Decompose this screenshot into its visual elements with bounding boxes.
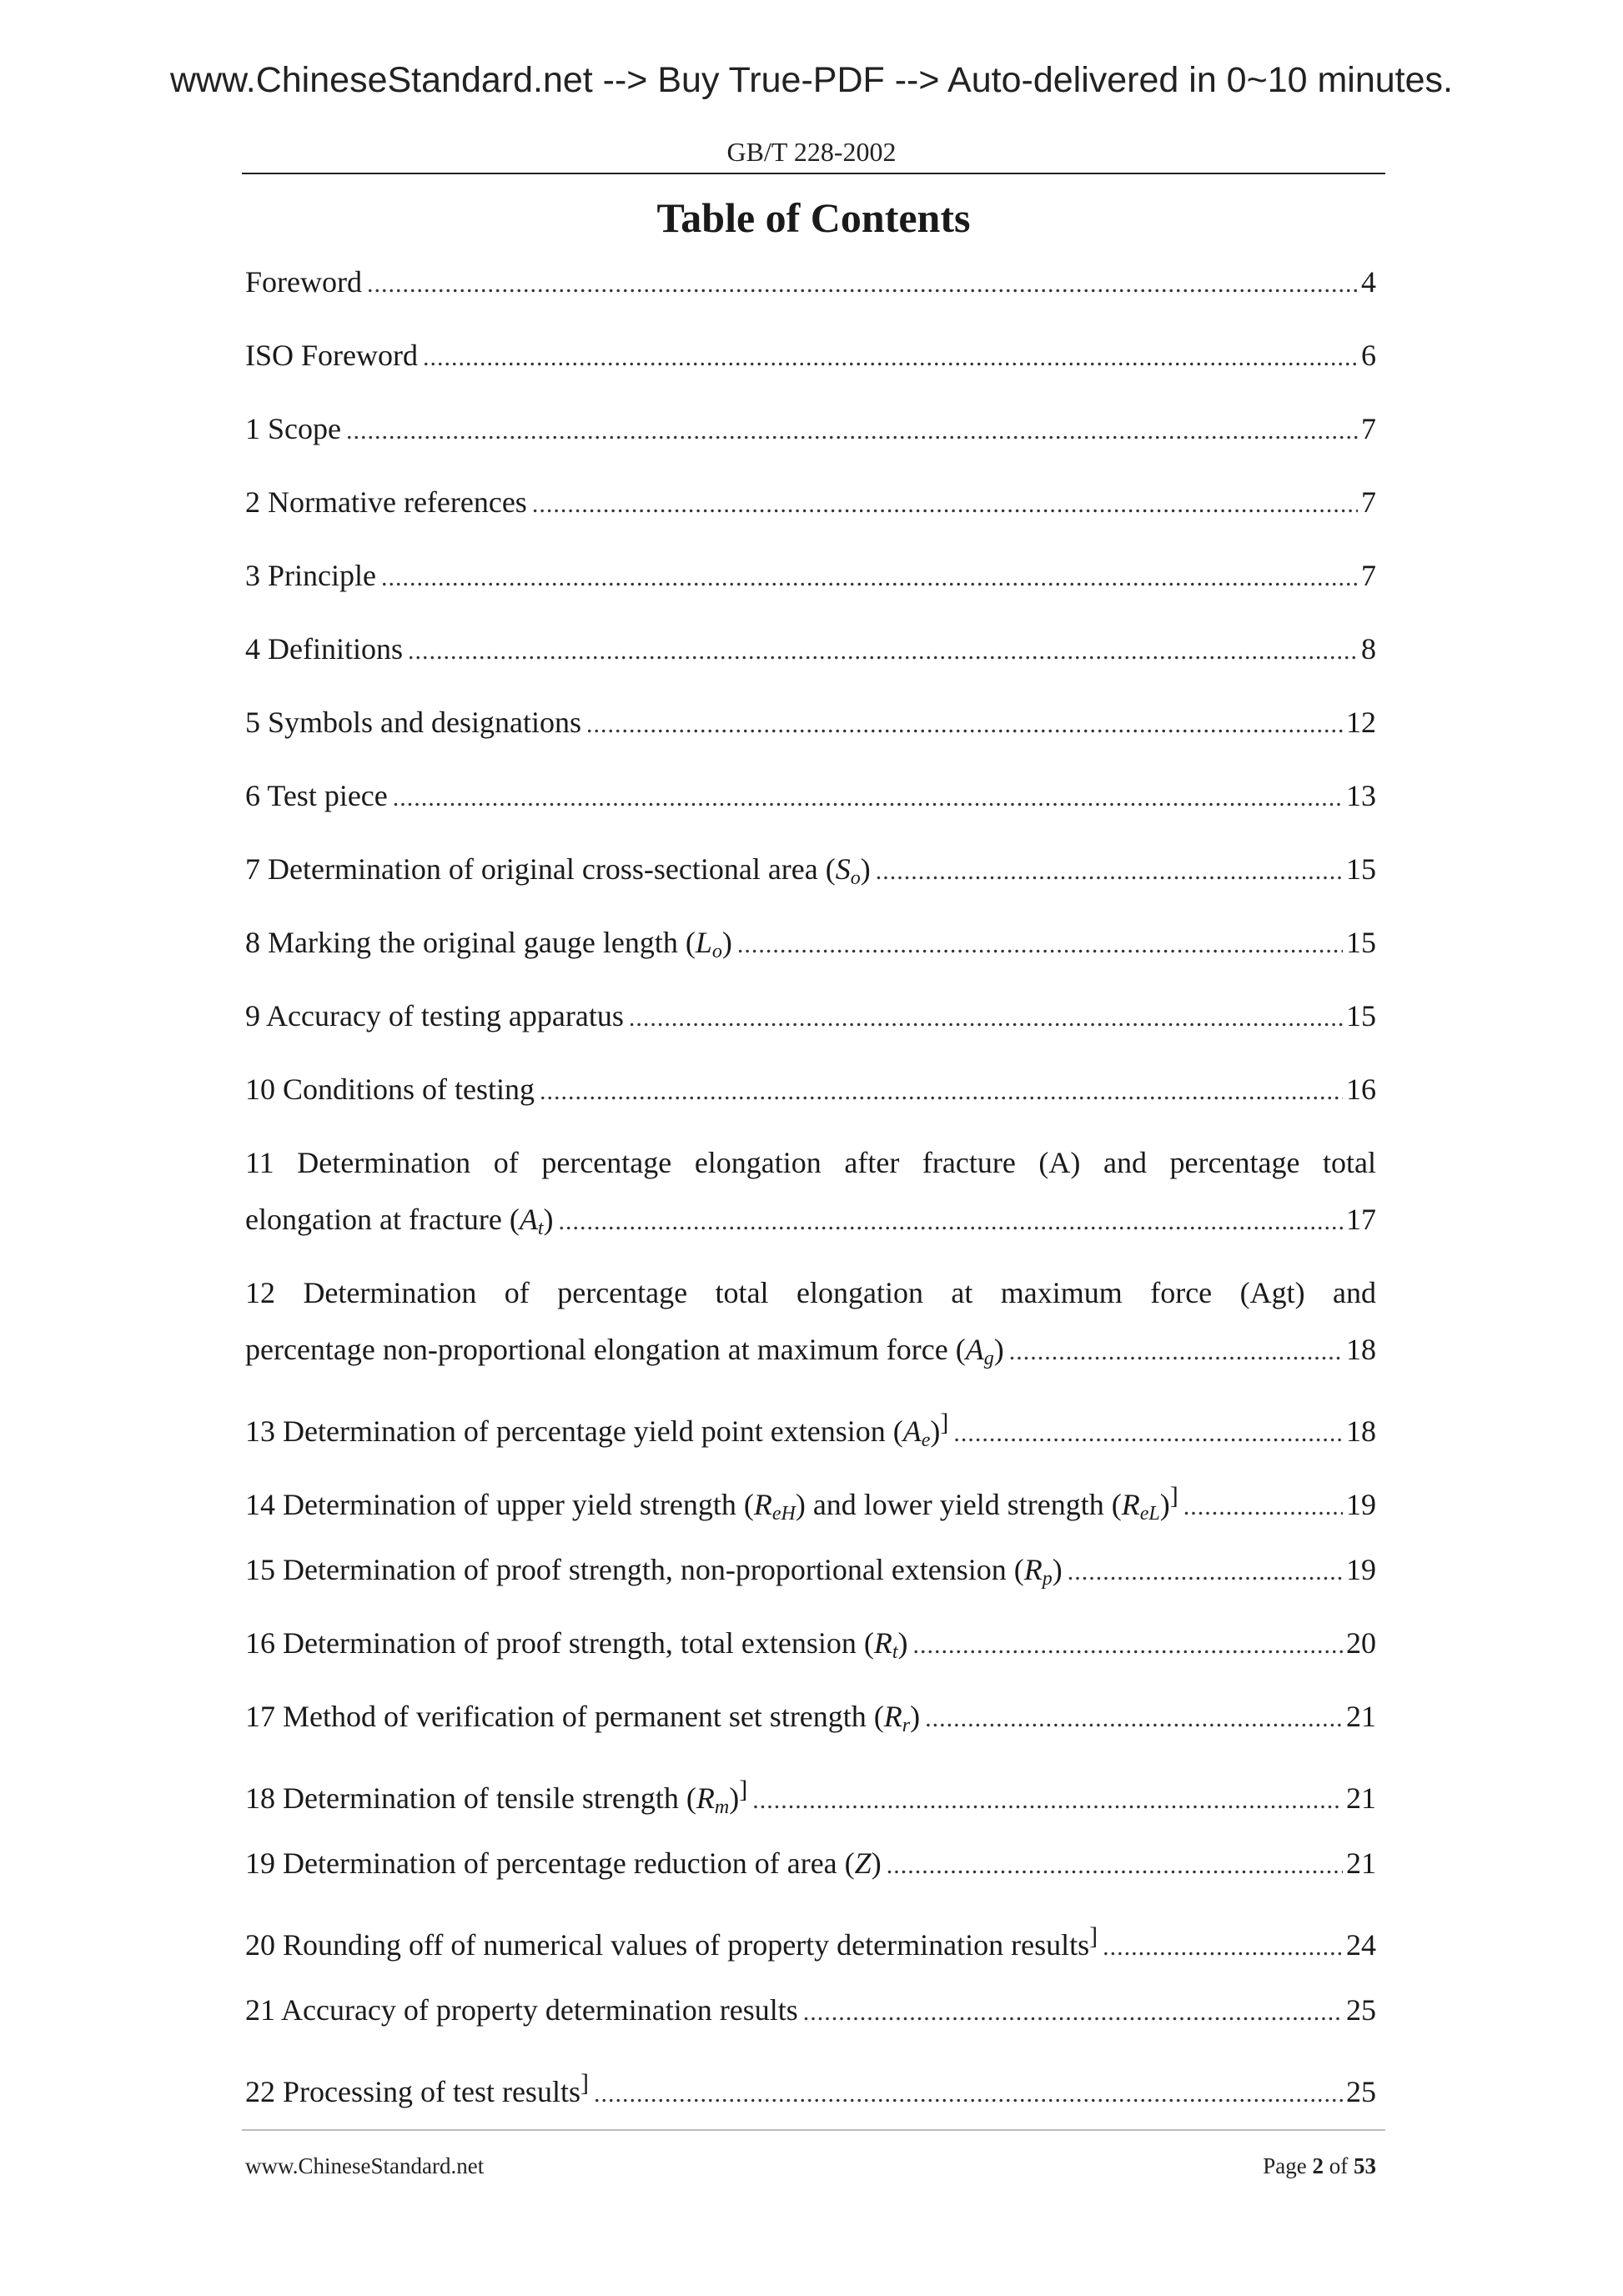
- toc-entry-title: 10 Conditions of testing: [245, 1073, 535, 1106]
- dot-leader: [887, 1849, 1343, 1882]
- toc-entry-accuracy-of-testing-apparatus[interactable]: [245, 999, 1376, 1035]
- toc-entry-tensile-strength[interactable]: [245, 1773, 1376, 1817]
- toc-entry-title: 22 Processing of test results]: [245, 2069, 589, 2108]
- toc-page-number: 17: [1346, 1203, 1376, 1236]
- toc-page-number: 24: [1346, 1928, 1376, 1962]
- toc-entry-title: percentage non-proportional elongation at maximum force $(A_g)$: [245, 1333, 1004, 1369]
- toc-entry-title: 2 Normative references: [245, 485, 527, 519]
- dot-leader: [1068, 1555, 1343, 1589]
- toc-page-number: 21: [1346, 1781, 1376, 1815]
- toc-entry-principle[interactable]: [245, 559, 1376, 595]
- toc-entry-title-line1: 11 Determination of percentage elongation after fracture (A) and percentage total: [245, 1146, 1376, 1179]
- toc-entry-title: 1 Scope: [245, 412, 341, 445]
- toc-entry-title: 13 Determination of percentage yield point extension $(A_e)^]$: [245, 1409, 949, 1451]
- toc-entry-title: elongation at fracture $(A_t)$: [245, 1203, 554, 1239]
- toc-entry-title: 4 Definitions: [245, 632, 403, 666]
- dot-leader: [408, 635, 1358, 668]
- toc-entry-test-piece[interactable]: [245, 779, 1376, 815]
- toc-entry-processing-of-test-results[interactable]: [245, 2067, 1376, 2111]
- toc-entry-accuracy-of-property-results[interactable]: [245, 1993, 1376, 2029]
- toc-entry-yield-point-extension[interactable]: [245, 1406, 1376, 1450]
- toc-entry-conditions-of-testing[interactable]: [245, 1073, 1376, 1108]
- dot-leader: [540, 1075, 1343, 1108]
- toc-entry-title: 6 Test piece: [245, 779, 388, 812]
- dot-leader: [925, 1702, 1343, 1736]
- toc-entry-title: 15 Determination of proof strength, non-proportional extension $(R_p)$: [245, 1553, 1063, 1590]
- toc-entry-upper-lower-yield-strength[interactable]: [245, 1480, 1376, 1524]
- dot-leader: [594, 2077, 1343, 2111]
- toc-page-number: 6: [1361, 339, 1376, 372]
- toc-page-number: 7: [1361, 485, 1376, 519]
- footer-site-link[interactable]: www.ChineseStandard.net: [245, 2153, 485, 2178]
- toc-page-number: 7: [1361, 412, 1376, 445]
- toc-entry-title: 3 Principle: [245, 559, 376, 592]
- toc-entry-proof-strength-non-proportional[interactable]: [245, 1553, 1376, 1589]
- toc-page-number: 15: [1346, 999, 1376, 1032]
- dot-leader: [752, 1784, 1343, 1817]
- toc-entry-title: 20 Rounding off of numerical values of property determination results]: [245, 1922, 1098, 1962]
- toc-entry-percentage-elongation-after-fracture[interactable]: [245, 1146, 1376, 1238]
- toc-entry-reduction-of-area[interactable]: [245, 1846, 1376, 1882]
- toc-entry-permanent-set-strength[interactable]: [245, 1700, 1376, 1736]
- dot-leader: [367, 268, 1358, 301]
- standard-code: GB/T 228-2002: [726, 137, 897, 167]
- toc-entry-title: 9 Accuracy of testing apparatus: [245, 999, 624, 1032]
- toc-page-number: 15: [1346, 852, 1376, 886]
- toc-entry-title: 21 Accuracy of property determination results: [245, 1993, 798, 2027]
- dot-leader: [1183, 1490, 1343, 1524]
- toc-entry-scope[interactable]: [245, 412, 1376, 448]
- footer-divider: [242, 2129, 1385, 2131]
- dot-leader: [393, 781, 1343, 815]
- toc-page-number: 18: [1346, 1414, 1376, 1448]
- dot-leader: [1009, 1335, 1343, 1369]
- dot-leader: [737, 928, 1343, 962]
- toc-page-number: 19: [1346, 1488, 1376, 1521]
- banner-link[interactable]: www.ChineseStandard.net --> Buy True-PDF --> Auto-delivered in 0~10 minutes.: [169, 60, 1453, 100]
- toc-entry-title: 18 Determination of tensile strength $(R_m)^]$: [245, 1776, 748, 1818]
- toc-entry-title: 8 Marking the original gauge length $(L_o)$: [245, 926, 732, 962]
- toc-entry-definitions[interactable]: [245, 632, 1376, 668]
- toc-page-number: 12: [1346, 706, 1376, 739]
- dot-leader: [586, 708, 1343, 741]
- toc-page-number: 19: [1346, 1553, 1376, 1586]
- toc-entry-foreword[interactable]: [245, 265, 1376, 301]
- toc-page-number: 4: [1361, 265, 1376, 299]
- toc-entry-title: 5 Symbols and designations: [245, 706, 581, 739]
- toc-page-number: 8: [1361, 632, 1376, 666]
- toc-entry-original-gauge-length[interactable]: [245, 926, 1376, 962]
- page-indicator: Page 2 of 53: [1263, 2153, 1376, 2178]
- dot-leader: [953, 1417, 1343, 1450]
- dot-leader: [629, 1002, 1343, 1035]
- dot-leader: [423, 341, 1358, 374]
- dot-leader: [876, 855, 1343, 888]
- toc-list: [245, 0, 1376, 2135]
- toc-entry-normative-references[interactable]: [245, 485, 1376, 521]
- toc-entry-title: Foreword: [245, 265, 362, 299]
- toc-entry-iso-foreword[interactable]: [245, 339, 1376, 374]
- toc-page-number: 16: [1346, 1073, 1376, 1106]
- toc-entry-title: 17 Method of verification of permanent set strength $(R_r)$: [245, 1700, 921, 1736]
- toc-page-number: 18: [1346, 1333, 1376, 1366]
- toc-page-number: 20: [1346, 1626, 1376, 1660]
- dot-leader: [532, 488, 1358, 521]
- toc-entry-rounding-off[interactable]: [245, 1920, 1376, 1964]
- toc-page-number: 15: [1346, 926, 1376, 959]
- toc-entry-total-elongation-at-maximum-force[interactable]: [245, 1276, 1376, 1369]
- dot-leader: [913, 1629, 1344, 1662]
- dot-leader: [381, 561, 1358, 595]
- toc-page-number: 21: [1346, 1700, 1376, 1733]
- toc-entry-title-line1: 12 Determination of percentage total elongation at maximum force (Agt) and: [245, 1276, 1376, 1309]
- toc-entry-proof-strength-total-extension[interactable]: [245, 1626, 1376, 1662]
- dot-leader: [803, 1996, 1343, 2029]
- toc-entry-original-cross-sectional-area[interactable]: [245, 852, 1376, 888]
- toc-entry-symbols-and-designations[interactable]: [245, 706, 1376, 741]
- toc-title: Table of Contents: [656, 194, 971, 241]
- dot-leader: [1103, 1931, 1343, 1964]
- toc-page-number: 7: [1361, 559, 1376, 592]
- dot-leader: [346, 414, 1358, 448]
- toc-entry-title: 14 Determination of upper yield strength $(R_{eH})$ and lower yield strength $(R_{eL})^]$: [245, 1482, 1178, 1525]
- toc-entry-title: ISO Foreword: [245, 339, 418, 372]
- toc-page-number: 25: [1346, 2075, 1376, 2108]
- toc-page-number: 25: [1346, 1993, 1376, 2027]
- toc-entry-title: 16 Determination of proof strength, total extension $(R_t)$: [245, 1626, 908, 1663]
- toc-page-number: 13: [1346, 779, 1376, 812]
- dot-leader: [559, 1205, 1343, 1238]
- toc-entry-title: 19 Determination of percentage reduction of area (Z): [245, 1846, 882, 1880]
- toc-page-number: 21: [1346, 1846, 1376, 1880]
- toc-entry-title: 7 Determination of original cross-sectional area $(S_o)$: [245, 852, 871, 889]
